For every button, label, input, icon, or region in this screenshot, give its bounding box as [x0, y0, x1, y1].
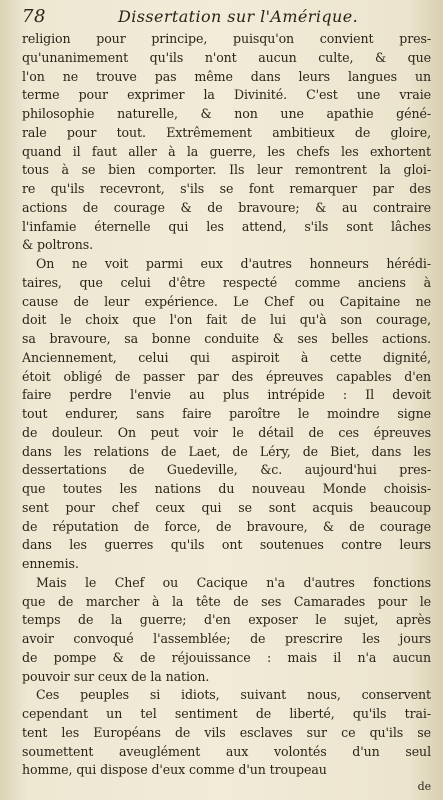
text-line: de douleur. On peut voir le détail de ces épreuves	[22, 424, 431, 440]
text-line: homme, qui dispose d'eux comme d'un troupeau	[22, 762, 327, 778]
text-line: ennemis.	[22, 556, 79, 571]
paragraph	[22, 30, 431, 255]
text-line: que toutes les nations du nouveau Monde choisis-	[22, 481, 431, 496]
text-line: de pompe & de réjouissance : mais il n'a aucun	[22, 649, 431, 665]
text-line: l'on ne trouve pas même dans leurs langues un	[22, 68, 431, 84]
text-line: Mais le Chef ou Cacique n'a d'autres fonctions	[36, 574, 431, 590]
body-text	[22, 30, 431, 794]
text-line: que de marcher à la tête de ses Camarades pour le	[22, 593, 431, 609]
text-line: rale pour tout. Extrêmement ambitieux de gloire,	[22, 124, 431, 140]
text-line: philosophie naturelle, & non une apathie géné-	[22, 106, 431, 121]
text-line: faire perdre l'envie au plus intrépide : Il devoit	[22, 387, 431, 403]
text-line: étoit obligé de passer par des épreuves capables d'en	[22, 368, 431, 384]
text-line: dans les guerres qu'ils ont soutenues contre leurs	[22, 537, 431, 553]
paragraph	[22, 255, 431, 574]
page-number: 78	[22, 6, 46, 27]
text-line: sent pour chef ceux qui se sont acquis beaucoup	[22, 499, 431, 515]
text-line: cependant un tel sentiment de liberté, qu'ils trai-	[22, 706, 431, 721]
paragraph	[22, 574, 431, 687]
catchword: de	[417, 780, 431, 793]
text-line: pouvoir sur ceux de la nation.	[22, 668, 210, 684]
text-line: tout endurer, sans faire paroître le moindre signe	[22, 406, 431, 421]
text-line: dans les relations de Laet, de Léry, de Biet, dans les	[22, 443, 431, 459]
paragraph	[22, 686, 431, 780]
text-line: tous à se bien comporter. Ils leur remontrent la gloi-	[22, 162, 431, 178]
text-line: dessertations de Guedeville, &c. aujourd'hui pres-	[22, 462, 431, 478]
text-line: l'infamie éternelle qui les attend, s'ils sont lâches	[22, 218, 431, 234]
text-line: & poltrons.	[22, 237, 94, 253]
text-line: de réputation de force, de bravoure, & de courage	[22, 518, 431, 534]
text-line: religion pour principe, puisqu'on convient pres-	[22, 31, 431, 46]
text-line: actions de courage & de bravoure; & au contraire	[22, 199, 431, 215]
text-line: On ne voit parmi eux d'autres honneurs hérédi-	[36, 256, 431, 271]
text-line: soumettent aveuglément aux volontés d'un seul	[22, 743, 431, 759]
text-line: Anciennement, celui qui aspiroit à cette dignité,	[22, 349, 431, 365]
text-line: qu'unanimement qu'ils n'ont aucun culte, & que	[22, 49, 431, 65]
text-line: temps de la guerre; d'en exposer le sujet, après	[22, 612, 431, 628]
text-line: avoir convoqué l'assemblée; de prescrire les jours	[22, 631, 431, 646]
text-line: sa bravoure, sa bonne conduite & ses belles actions.	[22, 331, 431, 346]
text-line: terme pour exprimer la Divinité. C'est une vraie	[22, 87, 431, 103]
text-line: quand il faut aller à la guerre, les chefs les exhortent	[22, 143, 431, 159]
text-line: tent les Européans de vils esclaves sur ce qu'ils se	[22, 724, 431, 740]
text-line: taires, que celui d'être respecté comme anciens à	[22, 274, 431, 290]
text-line: doit le choix que l'on fait de lui qu'à son courage,	[22, 312, 431, 328]
text-line: cause de leur expérience. Le Chef ou Capitaine ne	[22, 293, 431, 309]
page-header	[22, 6, 429, 26]
running-title: Dissertation sur l'Amérique.	[118, 7, 359, 26]
text-line: re qu'ils recevront, s'ils se font remarquer par des	[22, 181, 431, 196]
text-line: Ces peuples si idiots, suivant nous, conservent	[36, 687, 431, 703]
